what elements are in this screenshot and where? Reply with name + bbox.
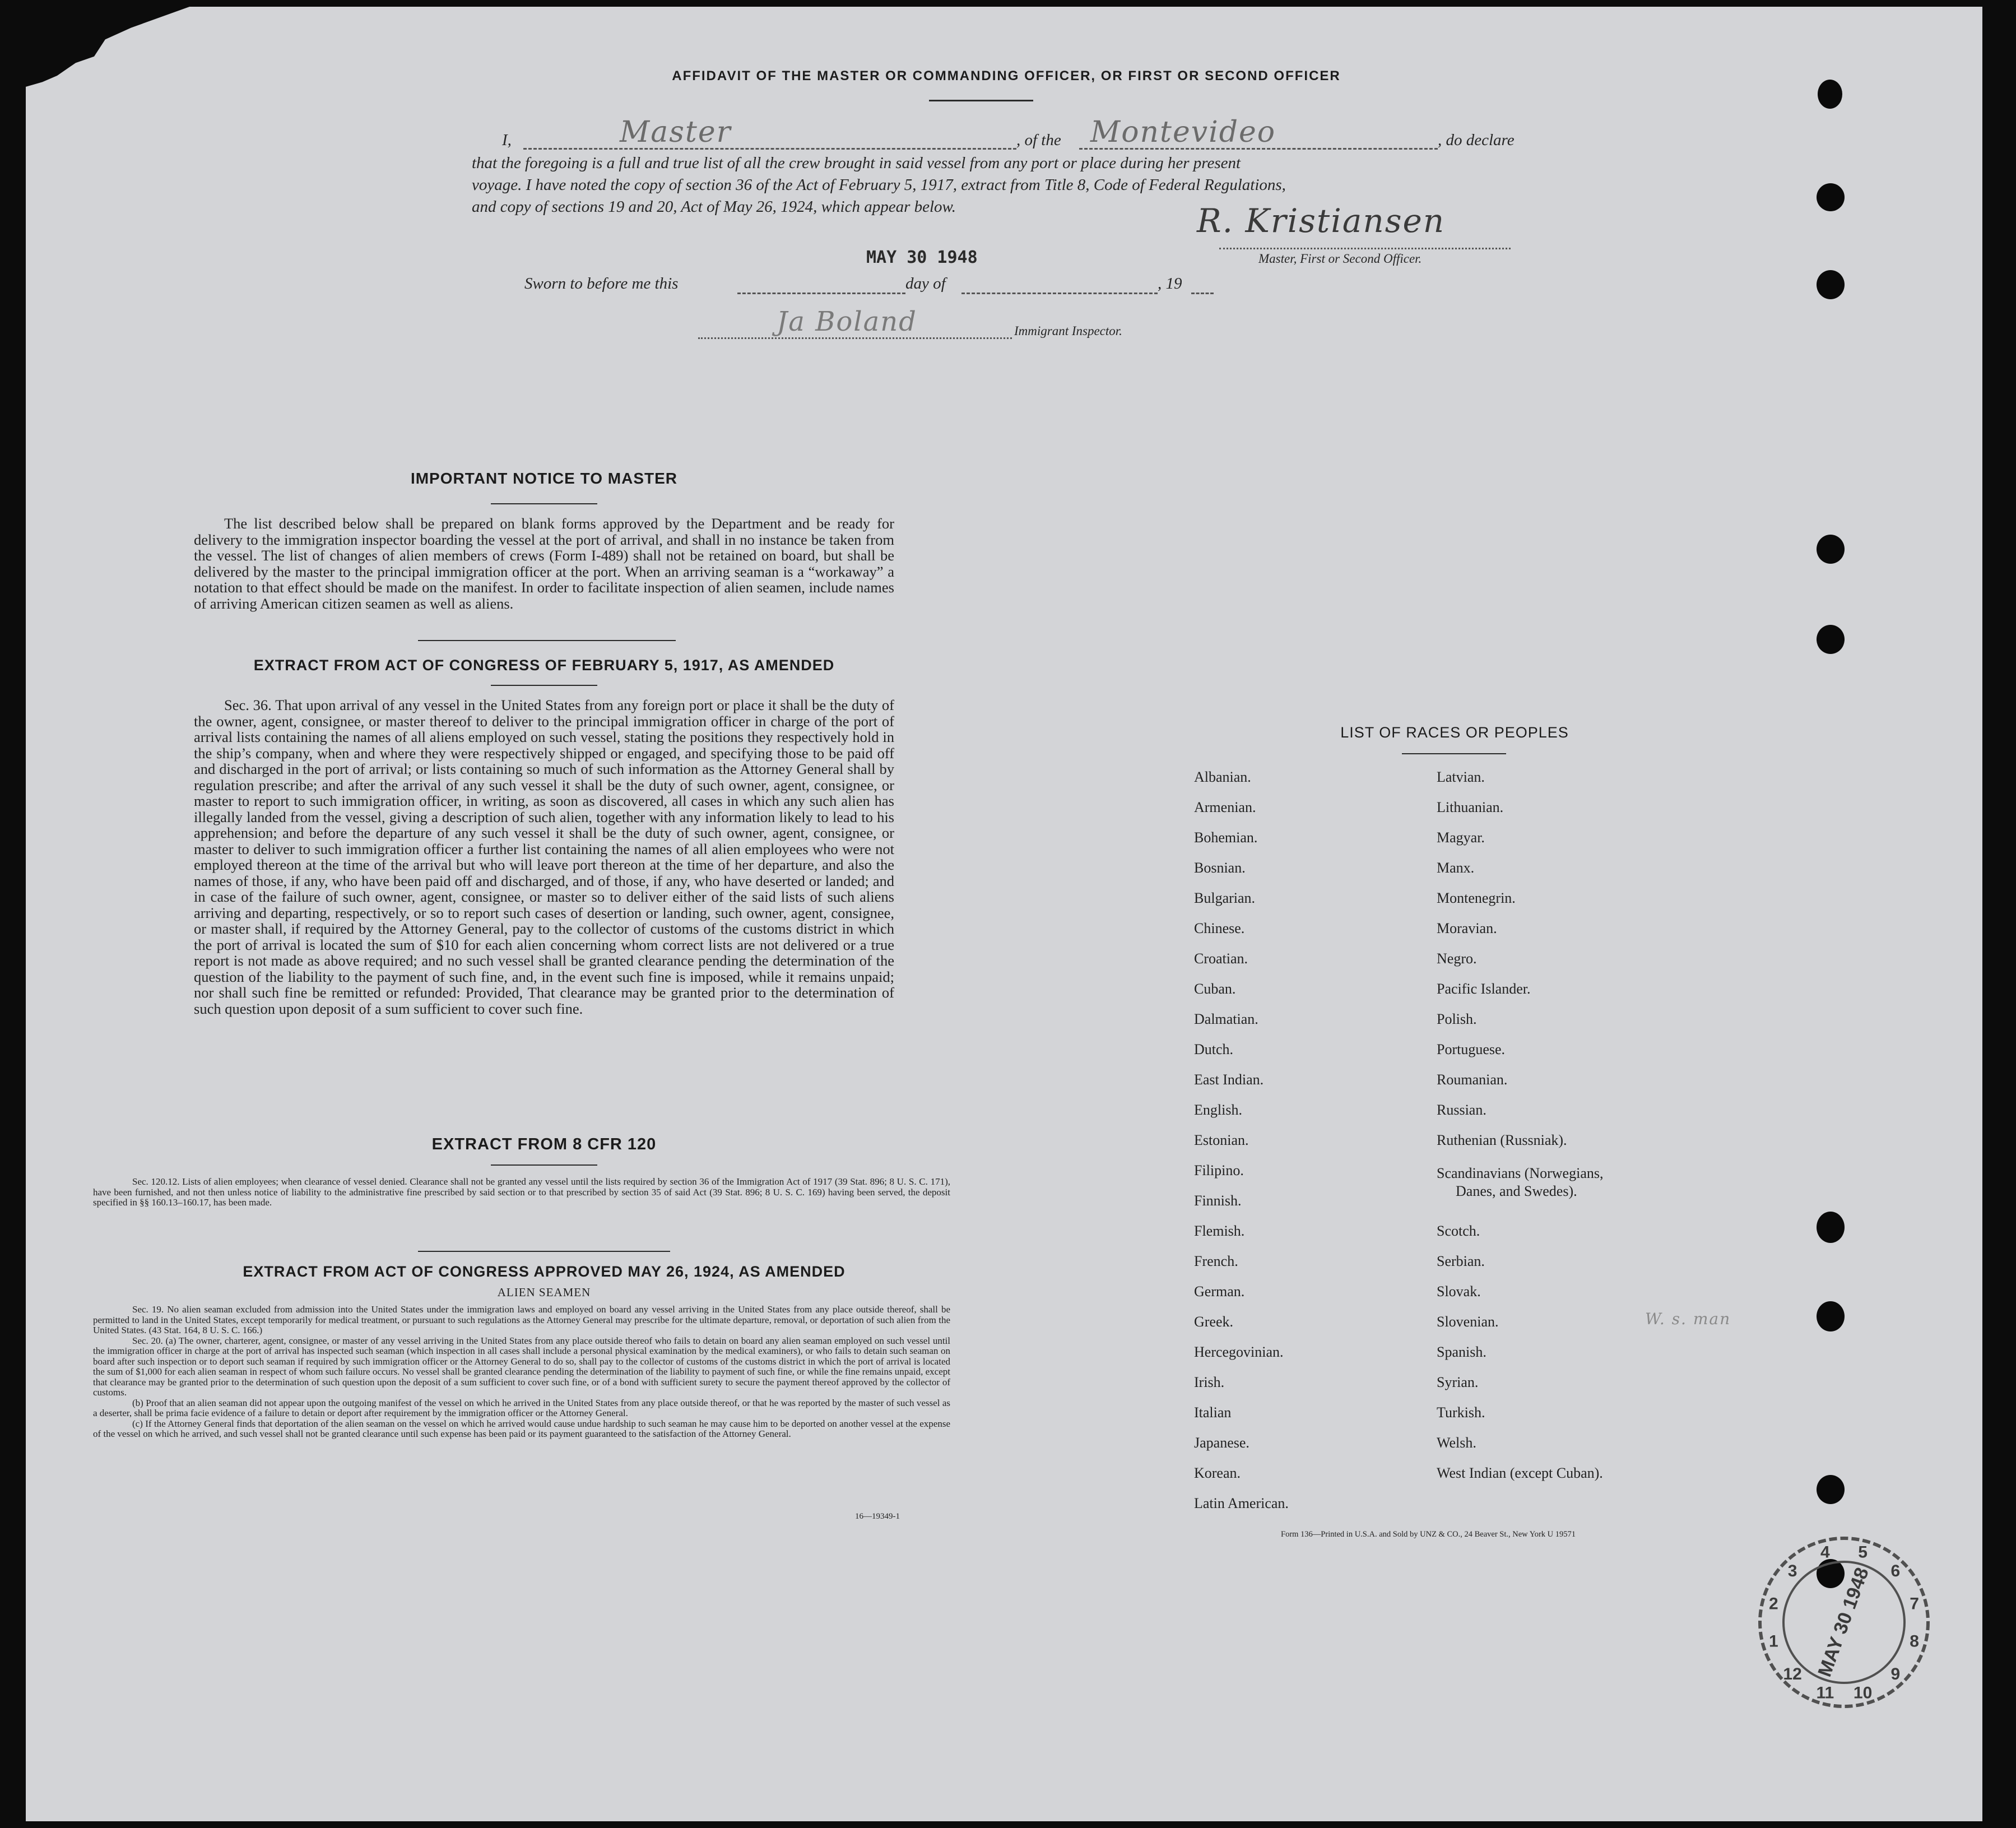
master-handwriting: Master <box>620 115 732 149</box>
races-title: LIST OF RACES OR PEOPLES <box>1340 724 1569 741</box>
race-item: Estonian. <box>1194 1132 1249 1148</box>
master-name-line <box>523 148 1016 150</box>
punch-hole <box>1817 1212 1845 1243</box>
section-divider <box>418 640 676 641</box>
race-item: Manx. <box>1437 860 1475 876</box>
stamp-digit: 4 <box>1820 1543 1830 1562</box>
extract-cfr-text: Sec. 120.12. Lists of alien employees; when clearance of vessel denied. Clearance shall not be granted any vessel until the lists required by section 36 of the Immigration Act of 1917 (39 Stat. 896; 8 U. S. C. 171), have been furnished, and not then unless notice of liability to the administrative fine prescribed by said section or to that prescribed by section 35 of said Act (39 Stat. 896; 8 U. S. C. 169) having been served, the deposit specified in §§ 160.13–160.17, has been made. <box>93 1176 950 1208</box>
stamp-date: MAY 30 1948 <box>1814 1565 1873 1680</box>
stamp-digit: 7 <box>1910 1594 1919 1613</box>
stamp-digit: 6 <box>1890 1562 1901 1581</box>
affidavit-of-the-label: , of the <box>1016 131 1061 149</box>
stamp-digit: 8 <box>1910 1632 1919 1651</box>
race-item: Albanian. <box>1194 769 1251 785</box>
notice-text: The list described below shall be prepared on blank forms approved by the Department and be ready for delivery to the immigration inspector boarding the vessel at the port of arrival, and shall in no instance be taken from the vessel. The list of changes of alien members of crews (Form I-489) shall not be retained on board, but shall be delivered by the master to the principal immigration officer at the port. When an arriving seaman is a “workaway” a notation to that effect should be made on the manifest. In order to facilitate inspection of alien seamen, include names of arriving American citizen seamen as well as aliens. <box>194 515 894 612</box>
race-item: Bulgarian. <box>1194 890 1256 906</box>
race-item: Roumanian. <box>1437 1071 1508 1088</box>
race-item: Japanese. <box>1194 1435 1249 1451</box>
race-item: English. <box>1194 1102 1242 1118</box>
affidavit-line-4: and copy of sections 19 and 20, Act of May 26, 1924, which appear below. <box>472 198 956 216</box>
extract-1924-subtitle: ALIEN SEAMEN <box>497 1286 591 1299</box>
extract-1917-rule <box>491 685 597 686</box>
race-item: Spanish. <box>1437 1344 1487 1360</box>
stamp-digit: 11 <box>1816 1683 1834 1702</box>
extract-1924-title: EXTRACT FROM ACT OF CONGRESS APPROVED MAY 26, 1924, AS AMENDED <box>243 1263 846 1280</box>
race-item: Scandinavians (Norwegians, <box>1437 1165 1604 1181</box>
title-rule <box>929 100 1033 101</box>
sworn-year-label: , 19 <box>1158 275 1182 293</box>
stamp-digit: 9 <box>1890 1664 1901 1683</box>
inspector-caption: Immigrant Inspector. <box>1014 324 1122 338</box>
race-item: Dalmatian. <box>1194 1011 1258 1027</box>
affidavit-line-3: voyage. I have noted the copy of section 36 of the Act of February 5, 1917, extract from Title 8, Code of Federal Regulations, <box>472 176 1286 194</box>
race-item: Hercegovinian. <box>1194 1344 1284 1360</box>
race-item: Flemish. <box>1194 1223 1245 1239</box>
stamp-digit: 10 <box>1853 1683 1873 1702</box>
sworn-year-line <box>1191 293 1214 294</box>
race-item: East Indian. <box>1194 1071 1264 1088</box>
race-item: Italian <box>1194 1404 1232 1421</box>
race-item: Cuban. <box>1194 981 1236 997</box>
race-item: Montenegrin. <box>1437 890 1516 906</box>
extract-cfr-rule <box>491 1164 597 1166</box>
race-item: Greek. <box>1194 1314 1234 1330</box>
race-item: Negro. <box>1437 950 1477 967</box>
date-stamp: MAY 30 1948 <box>866 248 978 267</box>
race-item: Latin American. <box>1194 1495 1289 1511</box>
stamp-digit: 12 <box>1783 1664 1802 1683</box>
affidavit-i-label: I, <box>502 131 512 149</box>
race-item: Moravian. <box>1437 920 1497 936</box>
sworn-label: Sworn to before me this <box>524 275 679 293</box>
form-code: 16—19349-1 <box>855 1512 900 1521</box>
punch-hole <box>1817 270 1845 299</box>
race-item: Danes, and Swedes). <box>1456 1183 1577 1199</box>
document-page <box>26 7 1982 1821</box>
race-item: German. <box>1194 1283 1245 1300</box>
races-rule <box>1402 753 1506 754</box>
race-item: Lithuanian. <box>1437 799 1504 815</box>
affidavit-declare-label: , do declare <box>1438 131 1515 149</box>
section-divider <box>418 1251 670 1252</box>
race-item: French. <box>1194 1253 1238 1269</box>
race-item: Irish. <box>1194 1374 1225 1390</box>
stamp-digit: 2 <box>1769 1594 1778 1613</box>
race-item: Portuguese. <box>1437 1041 1506 1057</box>
race-item: Scotch. <box>1437 1223 1480 1239</box>
race-item: Ruthenian (Russniak). <box>1437 1132 1567 1148</box>
race-item: Polish. <box>1437 1011 1477 1027</box>
race-item: Bosnian. <box>1194 860 1246 876</box>
race-item: Latvian. <box>1437 769 1485 785</box>
notice-rule <box>491 503 597 504</box>
affidavit-line-2: that the foregoing is a full and true list of all the crew brought in said vessel from any port or place during her present <box>472 154 1241 172</box>
sec-20a-text: Sec. 20. (a) The owner, charterer, agent, consignee, or master of any vessel arriving in the United States from any place outside thereof who fails to detain on board any alien seaman employed on such vessel until the immigration officer in charge at the port of arrival has inspected such seaman (which inspection in all cases shall include a personal physical examination by the medical examiners), or who fails to detain such seaman on board after such inspection or to deport such seaman if required by such immigration officer or the Attorney General to do so, shall pay to the collector of customs of the customs district in which the port of arrival is located the sum of $1,000 for each alien seaman in respect of whom such failure occurs. No vessel shall be granted clearance pending the determination of the liability to payment of such fine, or while the fine remains unpaid, except that clearance may be granted prior to the determination of such question upon the deposit of a sum sufficient to cover such fine, or of a bond with sufficient surety to secure the payment thereof approved by the collector of customs. <box>93 1335 950 1398</box>
punch-hole <box>1817 625 1845 654</box>
extract-1917-title: EXTRACT FROM ACT OF CONGRESS OF FEBRUARY 5, 1917, AS AMENDED <box>253 657 835 674</box>
inspector-line <box>698 337 1012 339</box>
form-printer-note: Form 136—Printed in U.S.A. and Sold by UNZ & CO., 24 Beaver St., New York U 19571 <box>1281 1530 1576 1539</box>
race-item: Serbian. <box>1437 1253 1485 1269</box>
inspector-signature: Ja Boland <box>777 306 917 337</box>
race-item: Welsh. <box>1437 1435 1476 1451</box>
vessel-handwriting: Montevideo <box>1090 115 1276 149</box>
affidavit-title: AFFIDAVIT OF THE MASTER OR COMMANDING OFFICER, OR FIRST OR SECOND OFFICER <box>672 68 1341 83</box>
signature-line <box>1219 248 1511 249</box>
race-item: Dutch. <box>1194 1041 1234 1057</box>
stamp-digit: 1 <box>1769 1632 1778 1651</box>
sec-20c-text: (c) If the Attorney General finds that deportation of the alien seaman on the vessel on which he arrived would cause undue hardship to such seaman he may cause him to be deported on another vessel at the expense of the vessel on which he arrived, and such vessel shall not be granted clearance until such expense has been paid or its payment guaranteed to the satisfaction of the Attorney General. <box>93 1418 950 1439</box>
race-item: Armenian. <box>1194 799 1256 815</box>
punch-hole <box>1817 1475 1845 1504</box>
punch-hole <box>1818 80 1842 109</box>
master-signature: R. Kristiansen <box>1197 202 1446 240</box>
race-item: Korean. <box>1194 1465 1241 1481</box>
race-item: Finnish. <box>1194 1193 1242 1209</box>
race-item: West Indian (except Cuban). <box>1437 1465 1603 1481</box>
race-item: Slovak. <box>1437 1283 1481 1300</box>
race-item: Croatian. <box>1194 950 1248 967</box>
margin-pencil-note: W. s. man <box>1645 1310 1731 1328</box>
punch-hole <box>1817 1301 1845 1331</box>
race-item: Syrian. <box>1437 1374 1479 1390</box>
extract-1917-text: Sec. 36. That upon arrival of any vessel in the United States from any foreign port or place it shall be the duty of the owner, agent, consignee, or master thereof to deliver to the principal immigration officer in charge of the port of arrival lists containing the names of all aliens employed on such vessel, stating the positions they respectively hold in the ship’s company, when and where they were respectively shipped or engaged, and specifying those to be paid off and discharged in the port of arrival; or lists containing so much of such information as the Attorney General shall by regulation prescribe; and after the arrival of any such vessel it shall be the duty of such owner, agent, consignee, or master to report to such immigration officer, in writing, as soon as discovered, all cases in which any such alien has illegally landed from the vessel, giving a description of such alien, together with any information likely to lead to his apprehension; and before the departure of any such vessel it shall be the duty of such owner, agent, consignee, or master to deliver to such immigration officer a further list containing the names of all alien employees who were not employed thereon at the time of the arrival but who will leave port thereon at the time of her departure, and also the names of those, if any, who have been paid off and discharged, and of those, if any, who have deserted or landed; and in case of the failure of such owner, agent, consignee, or master so to deliver either of the said lists of such aliens arriving and departing, respectively, or so to report such cases of desertion or landing, such owner, agent, consignee, or master shall, if required by the Attorney General, pay to the collector of customs of the customs district in which the port of arrival is located the sum of $10 for each alien concerning whom correct lists are not delivered or a true report is not made as above required; and no such vessel shall be granted clearance pending the determination of the question of the liability to the payment of such fine, and, in the event such fine is imposed, while it remains unpaid; nor shall such fine be remitted or refunded: Provided, That clearance may be granted prior to the determination of such question upon deposit of a sum sufficient to cover such fine. <box>194 697 894 1017</box>
race-item: Russian. <box>1437 1102 1487 1118</box>
punch-hole <box>1817 183 1845 211</box>
sworn-day-of-label: day of <box>905 275 946 293</box>
race-item: Bohemian. <box>1194 829 1258 846</box>
torn-corner <box>26 7 205 108</box>
race-item: Filipino. <box>1194 1162 1244 1179</box>
race-item: Turkish. <box>1437 1404 1485 1421</box>
race-item: Pacific Islander. <box>1437 981 1531 997</box>
sworn-month-line <box>961 293 1158 294</box>
sworn-day-line <box>737 293 905 294</box>
received-stamp <box>1752 1530 1936 1715</box>
punch-hole <box>1817 535 1845 564</box>
extract-cfr-title: EXTRACT FROM 8 CFR 120 <box>431 1135 657 1153</box>
extract-1924-text <box>93 1305 950 1440</box>
stamp-digit: 5 <box>1858 1543 1868 1562</box>
sec-19-text: Sec. 19. No alien seaman excluded from admission into the United States under the immigration laws and employed on board any vessel arriving in the United States from any place outside thereof, shall be permitted to land in the United States, except temporarily for medical treatment, or pursuant to such regulations as the Attorney General may prescribe for the ultimate departure, removal, or deportation of such alien from the United States. (43 Stat. 164, 8 U. S. C. 166.) <box>93 1304 950 1335</box>
race-item: Magyar. <box>1437 829 1485 846</box>
sec-20b-text: (b) Proof that an alien seaman did not appear upon the outgoing manifest of the vessel on which he arrived in the United States from any place outside thereof, or that he was reported by the master of such vessel as a deserter, shall be prima facie evidence of a failure to detain or deport after requirement by the immigration officer or the Attorney General. <box>93 1397 950 1418</box>
race-item: Chinese. <box>1194 920 1245 936</box>
race-item: Slovenian. <box>1437 1314 1499 1330</box>
notice-title: IMPORTANT NOTICE TO MASTER <box>410 470 678 487</box>
signature-caption: Master, First or Second Officer. <box>1258 252 1422 266</box>
stamp-digit: 3 <box>1787 1562 1797 1581</box>
